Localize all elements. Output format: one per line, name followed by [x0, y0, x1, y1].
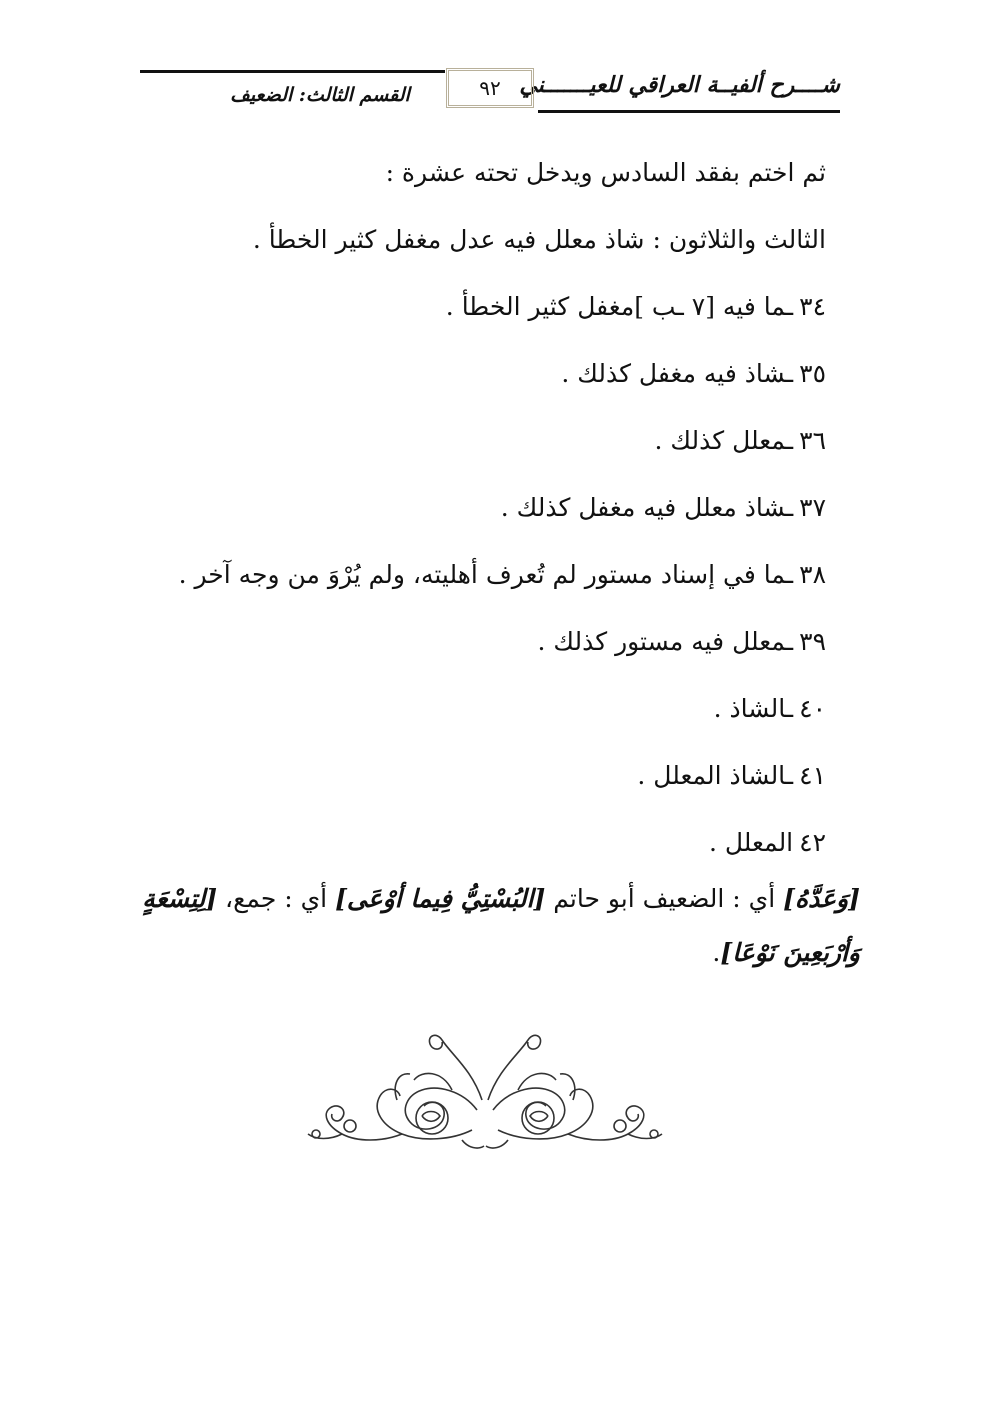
- intro-line: ثم اختم بفقد السادس ويدخل تحته عشرة :: [385, 158, 826, 187]
- item-text: ـمعلل فيه مستور كذلك .: [537, 627, 794, 656]
- item-number: ٣٥: [799, 359, 826, 388]
- item-number: ٤١: [799, 761, 826, 790]
- header-rule-bottom: [538, 110, 840, 113]
- item-text: ـالشاذ المعلل .: [637, 761, 794, 790]
- list-item: [136, 284, 826, 351]
- list-item: [136, 552, 826, 619]
- list-item: [136, 753, 826, 820]
- list-item: [136, 485, 826, 552]
- list-item: [136, 418, 826, 485]
- book-title: شــــرح ألفيــة العراقي للعيـــــــني: [519, 72, 840, 98]
- page-number-box: [446, 68, 534, 108]
- quote-1: [وَعَدَّهُ]: [783, 884, 860, 913]
- item-33-line: الثالث والثلاثون : شاذ معلل فيه عدل مغفل كثير الخطأ .: [252, 225, 826, 254]
- quote-3: [لِتِسْعَةٍ وَأرْبَعِينَ نَوْعَا]: [142, 884, 860, 967]
- header-rule-top: [140, 70, 445, 73]
- item-number: ٤٠: [799, 694, 826, 723]
- commentary-2: أي : جمع،: [217, 884, 336, 913]
- section-title: القسم الثالث: الضعيف: [230, 84, 410, 106]
- item-text: ـالشاذ .: [713, 694, 794, 723]
- item-number: ٣٤: [799, 292, 826, 321]
- quote-2: [البُسْتِيُّ فِيما أوْعَى]: [335, 884, 546, 913]
- item-number: ٣٨: [799, 560, 826, 589]
- closing-paragraph: [140, 872, 860, 980]
- item-number: ٤٢: [799, 828, 826, 857]
- decorative-ornament-icon: [302, 1030, 668, 1160]
- item-text: ـشاذ معلل فيه مغفل كذلك .: [500, 493, 794, 522]
- item-text: ـما في إسناد مستور لم تُعرف أهليته، ولم يُرْوَ من وجه آخر .: [178, 560, 794, 589]
- item-number: ٣٦: [799, 426, 826, 455]
- page-number: ٩٢: [479, 76, 501, 100]
- page-header: [140, 66, 840, 116]
- item-text: ـمعلل كذلك .: [654, 426, 794, 455]
- ornament-right-half: [486, 1035, 662, 1148]
- item-text: المعلل .: [708, 828, 794, 857]
- list-item: [136, 619, 826, 686]
- item-text: ـما فيه [٧ ـب ]مغفل كثير الخطأ .: [445, 292, 794, 321]
- item-number: ٣٧: [799, 493, 826, 522]
- commentary-1: أي : الضعيف أبو حاتم: [545, 884, 784, 913]
- item-text: ـشاذ فيه مغفل كذلك .: [561, 359, 794, 388]
- list-item: [136, 686, 826, 753]
- ornament-left-half: [308, 1035, 484, 1148]
- closing-period: .: [712, 938, 721, 967]
- list-item: [136, 351, 826, 418]
- body-text: [136, 150, 826, 887]
- item-number: ٣٩: [799, 627, 826, 656]
